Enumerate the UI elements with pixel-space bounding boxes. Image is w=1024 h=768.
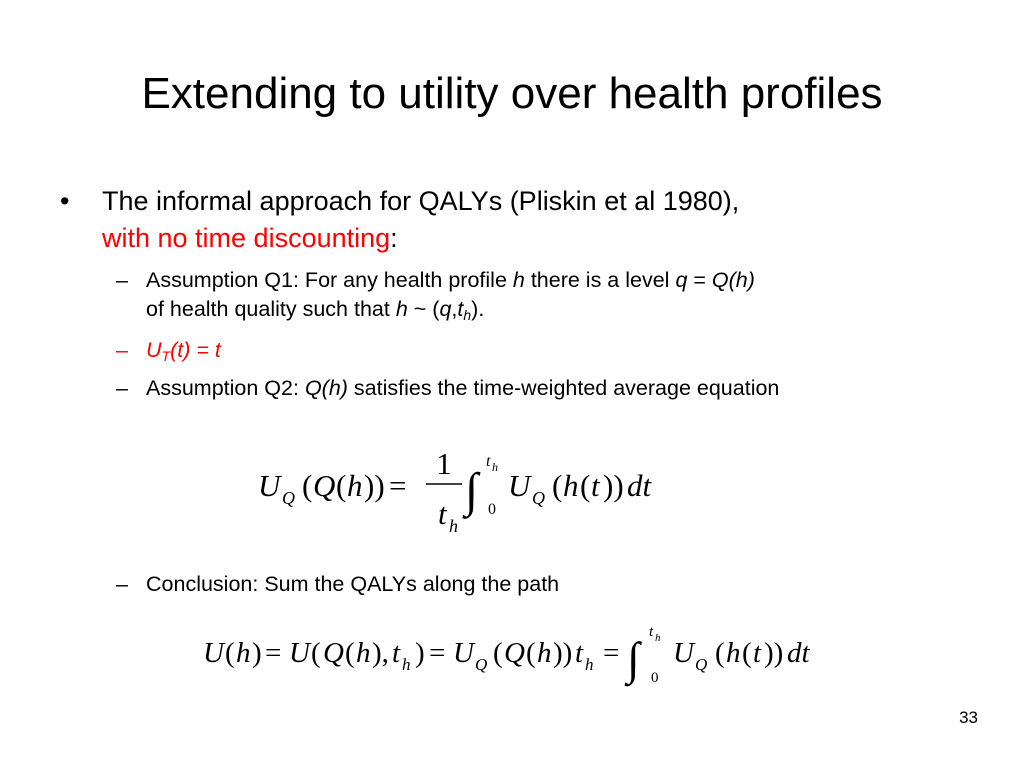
svg-text:(: (: [526, 637, 536, 669]
svg-text:U: U: [203, 637, 224, 669]
svg-text:h: h: [655, 632, 661, 644]
no-discounting-text: with no time discounting: [102, 223, 391, 253]
svg-text:=: =: [389, 468, 407, 503]
svg-text:t: t: [438, 496, 447, 531]
q1-comma: ,: [451, 297, 458, 321]
svg-text:Q: Q: [532, 488, 545, 508]
q1-sub-h: h: [463, 307, 472, 323]
svg-text:t: t: [753, 637, 762, 669]
svg-text:)): )): [603, 468, 624, 503]
svg-text:Q: Q: [504, 637, 525, 669]
svg-text:h: h: [726, 637, 741, 669]
svg-text:(: (: [336, 468, 347, 503]
svg-text:Q: Q: [282, 488, 295, 508]
svg-text:dt: dt: [787, 637, 810, 669]
slide-title: Extending to utility over health profiles: [141, 69, 883, 118]
svg-text:h: h: [492, 460, 498, 474]
svg-text:=: =: [265, 637, 282, 669]
svg-text:Q: Q: [475, 655, 488, 674]
ut-rest: (t) = t: [170, 338, 221, 362]
ut-text: [146, 336, 976, 371]
q2-text: [146, 374, 886, 403]
svg-text:(: (: [493, 637, 503, 669]
q1-t: t: [457, 297, 464, 321]
svg-text:h: h: [356, 637, 371, 669]
svg-text:=: =: [603, 637, 620, 669]
q1-eq: =: [687, 268, 712, 292]
svg-text:t: t: [575, 637, 584, 669]
sub-dash: –: [116, 572, 128, 596]
q2-text-b: satisfies the time-weighted average equation: [347, 376, 780, 400]
svg-text:t: t: [486, 453, 491, 470]
svg-text:Q: Q: [695, 655, 708, 674]
svg-text:∫: ∫: [627, 633, 640, 684]
svg-text:h: h: [563, 468, 579, 503]
q1-h2: h: [395, 297, 408, 321]
svg-text:(: (: [302, 468, 313, 503]
ut-U: U: [146, 338, 162, 362]
svg-text:h: h: [585, 655, 594, 674]
svg-text:∫: ∫: [465, 464, 479, 517]
svg-text:h: h: [347, 468, 363, 503]
page-number: 33: [959, 708, 978, 727]
svg-text:(: (: [742, 637, 752, 669]
svg-text:U: U: [453, 637, 474, 669]
svg-text:1: 1: [436, 446, 452, 481]
svg-text:): ): [415, 637, 425, 669]
svg-text:(: (: [580, 468, 591, 503]
q1-text-a: Assumption Q1: For any health profile: [146, 268, 513, 292]
svg-text:U: U: [508, 468, 531, 503]
svg-text:U: U: [258, 468, 281, 503]
main-text-colon: :: [390, 223, 398, 253]
svg-text:)): )): [764, 637, 784, 669]
svg-text:0: 0: [488, 501, 496, 518]
svg-text:dt: dt: [627, 468, 652, 503]
svg-text:U: U: [289, 637, 310, 669]
q2-text-a: Assumption Q2:: [146, 376, 305, 400]
sub-dash: –: [116, 376, 128, 400]
bullet-mark: •: [60, 186, 70, 216]
sub-dash: –: [116, 268, 128, 292]
q1-text-b: there is a level: [524, 268, 676, 292]
equation-qaly-sum: [203, 622, 868, 692]
svg-text:h: h: [236, 637, 251, 669]
svg-text:)): )): [364, 468, 385, 503]
svg-text:): ): [252, 637, 262, 669]
q1-Qh: Q(h): [711, 268, 755, 292]
q1-text-c: of health quality such that: [146, 297, 396, 321]
q1-q: q: [675, 268, 688, 292]
main-bullet-text: [102, 183, 982, 257]
svg-text:(: (: [552, 468, 563, 503]
ut-sub-T: T: [161, 348, 171, 364]
svg-text:(: (: [225, 637, 235, 669]
svg-text:t: t: [591, 468, 600, 503]
q1-h: h: [512, 268, 525, 292]
svg-text:0: 0: [651, 670, 659, 686]
svg-text:Q: Q: [313, 468, 336, 503]
conclusion-text: Conclusion: Sum the QALYs along the path: [146, 572, 560, 596]
svg-text:(: (: [311, 637, 321, 669]
svg-text:(: (: [715, 637, 725, 669]
svg-text:)): )): [553, 637, 573, 669]
sub-dash-red: –: [116, 338, 128, 362]
q1-close: ).: [471, 297, 485, 321]
main-text-part1: The informal approach for QALYs (Pliskin et al 1980),: [102, 186, 740, 216]
equation-time-weighted-average: [258, 444, 678, 544]
svg-text:U: U: [673, 637, 694, 669]
svg-text:(: (: [345, 637, 355, 669]
svg-text:),: ),: [372, 637, 389, 669]
q1-text: [146, 266, 976, 330]
q1-q2: q: [439, 297, 452, 321]
svg-text:=: =: [429, 637, 446, 669]
svg-text:h: h: [449, 516, 458, 536]
svg-text:t: t: [649, 624, 654, 640]
svg-text:h: h: [402, 655, 411, 674]
q2-Qh: Q(h): [304, 376, 348, 400]
q1-tilde: ~ (: [407, 297, 440, 321]
svg-text:t: t: [392, 637, 401, 669]
svg-text:Q: Q: [323, 637, 344, 669]
svg-text:h: h: [537, 637, 552, 669]
